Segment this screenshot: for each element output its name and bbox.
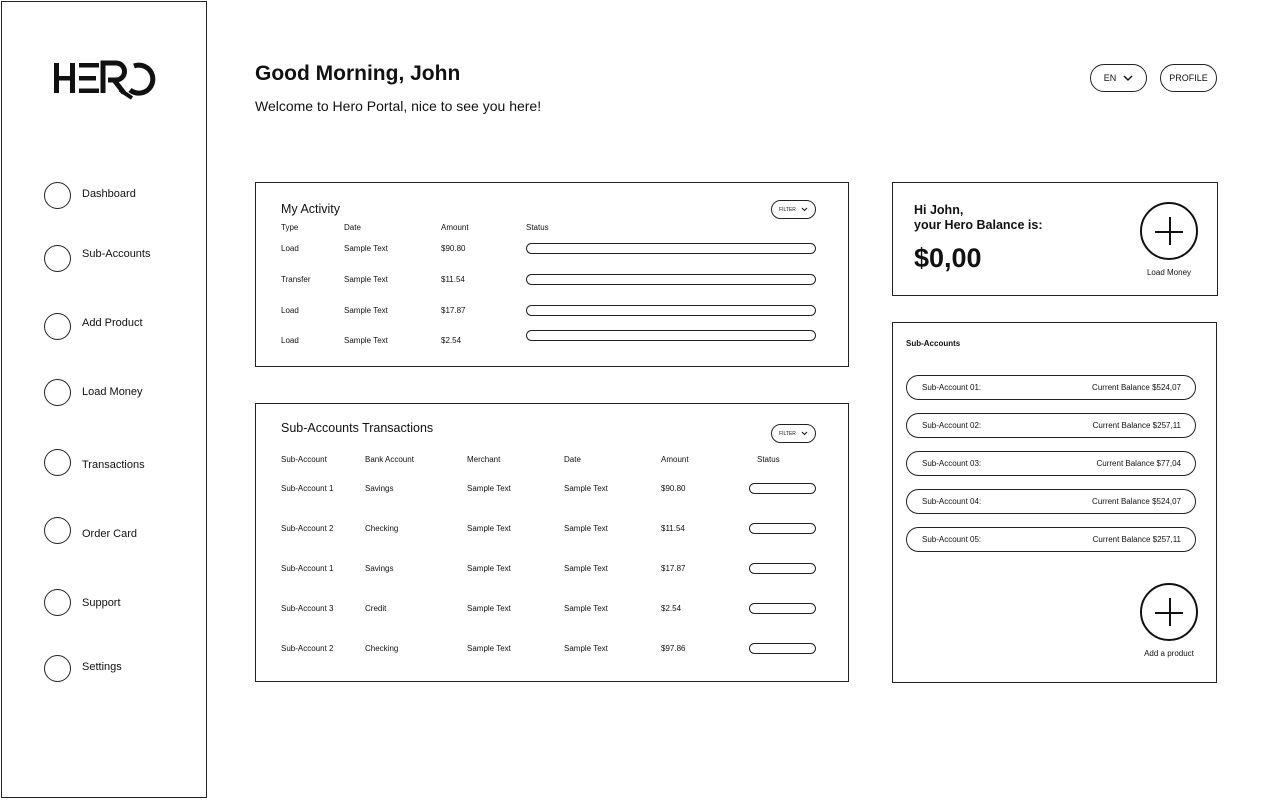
transaction-merchant: Sample Text: [467, 644, 511, 653]
transaction-date: Sample Text: [564, 644, 608, 653]
status-bar: [749, 643, 816, 654]
sidebar-item-sub-accounts[interactable]: [44, 245, 194, 273]
activity-amount: $2.54: [441, 336, 462, 345]
sub-account-balance: Current Balance $524,07: [1092, 497, 1181, 506]
circle-icon: [44, 313, 71, 340]
activity-panel: [255, 182, 849, 367]
chevron-down-icon: [801, 431, 808, 436]
sidebar-item-transactions[interactable]: [44, 449, 194, 477]
chevron-down-icon: [801, 207, 808, 212]
activity-type: Transfer: [281, 275, 311, 284]
transaction-bank: Savings: [365, 484, 394, 493]
status-bar: [526, 274, 816, 285]
sub-account-balance: Current Balance $257,11: [1092, 421, 1181, 430]
sub-account-name: Sub-Account 03:: [922, 459, 982, 468]
transaction-bank: Savings: [365, 564, 394, 573]
transaction-amount: $2.54: [661, 604, 682, 613]
transactions-filter-button[interactable]: [771, 424, 816, 443]
sub-account-item-03[interactable]: [906, 451, 1196, 476]
add-product-plus-icon[interactable]: [1140, 583, 1198, 641]
status-bar: [526, 243, 816, 254]
language-select[interactable]: [1090, 64, 1147, 92]
activity-type: Load: [281, 306, 299, 315]
column-header-sub-account: Sub-Account: [281, 455, 327, 464]
transaction-sub-account: Sub-Account 1: [281, 564, 334, 573]
status-bar: [749, 563, 816, 574]
sidebar-item-label: Load Money: [82, 386, 143, 398]
sub-account-item-02[interactable]: [906, 413, 1196, 438]
transactions-title: Sub-Accounts Transactions: [281, 421, 434, 435]
sub-account-item-04[interactable]: [906, 489, 1196, 514]
sub-account-name: Sub-Account 05:: [922, 535, 982, 544]
column-header-bank-account: Bank Account: [365, 455, 414, 464]
sidebar-item-label: Sub-Accounts: [82, 248, 151, 260]
sidebar-item-order-card[interactable]: [44, 517, 194, 545]
transaction-sub-account: Sub-Account 2: [281, 644, 334, 653]
sidebar-item-label: Add Product: [82, 317, 143, 329]
transaction-sub-account: Sub-Account 1: [281, 484, 334, 493]
page-title: Good Morning, John: [255, 62, 461, 85]
transaction-merchant: Sample Text: [467, 604, 511, 613]
status-bar: [749, 523, 816, 534]
transaction-amount: $90.80: [661, 484, 686, 493]
activity-type: Load: [281, 336, 299, 345]
transaction-amount: $17.87: [661, 564, 686, 573]
load-money-label[interactable]: Load Money: [1146, 268, 1192, 277]
transaction-merchant: Sample Text: [467, 564, 511, 573]
hero-logo[interactable]: [54, 60, 156, 100]
transaction-sub-account: Sub-Account 2: [281, 524, 334, 533]
transaction-date: Sample Text: [564, 484, 608, 493]
sidebar-item-dashboard[interactable]: [44, 182, 194, 210]
profile-button[interactable]: PROFILE: [1160, 64, 1217, 92]
column-header-status: Status: [526, 223, 549, 232]
circle-icon: [44, 379, 71, 406]
transaction-bank: Credit: [365, 604, 387, 613]
transactions-panel: [255, 403, 849, 682]
column-header-merchant: Merchant: [467, 455, 501, 464]
circle-icon: [44, 589, 71, 616]
circle-icon: [44, 517, 71, 544]
sidebar-item-settings[interactable]: [44, 655, 194, 683]
sub-account-balance: Current Balance $257,11: [1092, 535, 1181, 544]
sub-account-name: Sub-Account 02:: [922, 421, 982, 430]
sub-account-name: Sub-Account 04:: [922, 497, 982, 506]
column-header-date: Date: [344, 223, 361, 232]
transaction-amount: $11.54: [661, 524, 685, 533]
load-money-plus-icon[interactable]: [1140, 202, 1198, 260]
sidebar-item-label: Dashboard: [82, 188, 136, 200]
add-product-label[interactable]: Add a product: [1144, 649, 1194, 658]
status-bar: [526, 330, 816, 341]
circle-icon: [44, 449, 71, 476]
balance-greeting-line2: your Hero Balance is:: [914, 218, 1043, 232]
status-bar: [749, 603, 816, 614]
transaction-merchant: Sample Text: [467, 524, 511, 533]
sidebar-item-label: Transactions: [82, 459, 145, 471]
column-header-amount: Amount: [441, 223, 469, 232]
activity-title: My Activity: [281, 202, 341, 216]
sidebar-item-load-money[interactable]: [44, 379, 194, 407]
chevron-down-icon: [1123, 75, 1133, 82]
transaction-amount: $97.86: [661, 644, 686, 653]
sub-account-item-05[interactable]: [906, 527, 1196, 552]
transaction-date: Sample Text: [564, 564, 608, 573]
balance-greeting: [914, 203, 1043, 233]
balance-amount: $0,00: [914, 243, 982, 273]
sub-account-name: Sub-Account 01:: [922, 383, 982, 392]
status-bar: [749, 483, 816, 494]
balance-greeting-line1: Hi John,: [914, 203, 964, 217]
activity-date: Sample Text: [344, 244, 388, 253]
sidebar-item-support[interactable]: [44, 589, 194, 617]
sub-account-item-01[interactable]: [906, 375, 1196, 400]
activity-date: Sample Text: [344, 336, 388, 345]
column-header-status: Status: [757, 455, 780, 464]
transaction-merchant: Sample Text: [467, 484, 511, 493]
welcome-message: Welcome to Hero Portal, nice to see you here!: [255, 98, 542, 114]
transaction-sub-account: Sub-Account 3: [281, 604, 334, 613]
circle-icon: [44, 182, 71, 209]
column-header-type: Type: [281, 223, 299, 232]
activity-amount: $90.80: [441, 244, 466, 253]
activity-type: Load: [281, 244, 299, 253]
filter-label: FILTER: [779, 430, 796, 437]
transaction-bank: Checking: [365, 524, 399, 533]
status-bar: [526, 305, 816, 316]
transaction-bank: Checking: [365, 644, 399, 653]
column-header-date: Date: [564, 455, 581, 464]
column-header-amount: Amount: [661, 455, 689, 464]
circle-icon: [44, 655, 71, 682]
activity-amount: $17.87: [441, 306, 466, 315]
activity-date: Sample Text: [344, 275, 388, 284]
filter-label: FILTER: [779, 206, 796, 213]
sub-account-balance: Current Balance $77,04: [1096, 459, 1181, 468]
sidebar-item-label: Settings: [82, 661, 122, 673]
sub-accounts-title: Sub-Accounts: [906, 339, 961, 348]
sub-account-balance: Current Balance $524,07: [1092, 383, 1181, 392]
sidebar-item-label: Support: [82, 597, 121, 609]
activity-date: Sample Text: [344, 306, 388, 315]
circle-icon: [44, 245, 71, 272]
sidebar-item-label: Order Card: [82, 528, 138, 540]
activity-amount: $11.54: [441, 275, 465, 284]
transaction-date: Sample Text: [564, 604, 608, 613]
sidebar-item-add-product[interactable]: [44, 313, 194, 341]
language-label: EN: [1103, 73, 1117, 83]
activity-filter-button[interactable]: [771, 200, 816, 219]
transaction-date: Sample Text: [564, 524, 608, 533]
